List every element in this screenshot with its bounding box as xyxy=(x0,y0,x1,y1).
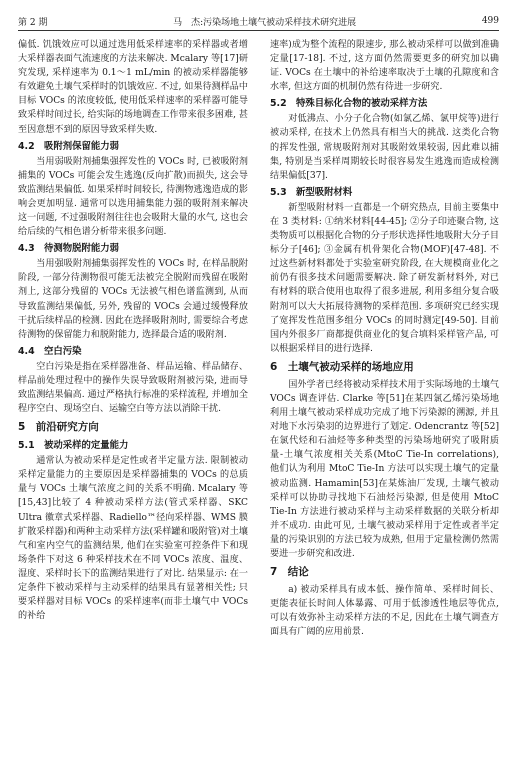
section-5-3-text: 新型吸附材料一直都是一个研究热点, 目前主要集中在 3 类材料: ①纳米材料[44-45]; ②分子印迹聚合物, 这类物质可以根据化合物的分子形状选择性地吸附大分子目标分子[46]; ③金属有机骨架化合物(MOF)[47-48]. 不过这些新材料都处于实验室研究阶段, 在大规模商业化之前仍有很多技术问题需要解决. 除了研发新材料外, 对已有材料的联合使用也取得了很多进展, 利用多组分复合吸附剂可以大大拓展待测物的采样范围. 多项研究已经实现了宽挥发性范围多组分 VOCs 的同时测定[49-50]. 目前国内外很多厂商都提供商业化的复合填料采样管产品, 可以根据采样目的进行选择. xyxy=(270,202,499,354)
running-header xyxy=(18,14,499,28)
section-5-2-heading: 5.2 特殊目标化合物的被动采样方法 xyxy=(270,98,428,110)
section-5-2-text: 对低沸点、小分子化合物(如氯乙烯、氯甲烷等)进行被动采样, 在技术上仍然具有相当大的挑战. 这类化合物的挥发性强, 常规吸附剂对其吸附效果较弱, 因此难以捕集, 特别是当采样周期较长时很容易发生逃逸而造成检测结果偏低[37]. xyxy=(270,114,499,181)
page-number: 499 xyxy=(481,16,499,26)
section-4-2-heading: 4.2 吸附剂保留能力弱 xyxy=(18,140,119,152)
section-7-text: a) 被动采样具有成本低、操作简单、采样时间长、更能表征长时间人体暴露、可用于低渗透性地层等优点, 可以有效弥补主动采样方法的不足, 因此在土壤气调查方面具有广阔的应用前景. xyxy=(270,585,499,638)
section-4-4-heading: 4.4 空白污染 xyxy=(18,345,82,357)
paragraph-continued: 速率)成为整个流程的限速步, 那么被动采样可以做到准确定量[17-18]. 不过, 这方面仍然需要更多的研究加以确证. VOCs 在土壤中的补给速率取决于土壤的孔隙度和含水率, 但这方面的机制仍然有待进一步研究. xyxy=(270,40,499,93)
section-5-heading: 5 前沿研究方向 xyxy=(18,421,99,434)
section-4-3-text: 当用强吸附剂捕集弱挥发性的 VOCs 时, 在样品脱附阶段, 一部分待测物很可能无法被完全脱附而残留在吸附剂上, 这部分残留的 VOCs 无法被气相色谱监测到, 从而导致监测结果偏低, 另外, 残留的 VOCs 会通过缓慢释放干扰后续样品的检测. 因此在选择吸附剂时, 需要综合考虑待测物的保留能力和脱附能力, 选择最合适的吸附剂. xyxy=(18,259,248,340)
header-rule xyxy=(18,30,499,31)
section-4-3-heading: 4.3 待测物脱附能力弱 xyxy=(18,243,119,255)
section-5-1-heading: 5.1 被动采样的定量能力 xyxy=(18,440,129,452)
section-7-heading: 7 结论 xyxy=(270,566,309,579)
right-column xyxy=(270,38,499,639)
paragraph-continued: 偏低. 饥饿效应可以通过选用低采样速率的采样器或者增大采样器表面气流速度的方法来解决. Mcalary 等[17]研究发现, 采样速率为 0.1～1 mL/min 的被动采样器能够有效避免土壤气采样时的饥饿效应. 不过, 如果待测样品中目标 VOCs 的浓度较低, 使用低采样速率的采样器可能导致采样时间过长, 给实际的场地调查工作带来很多困难, 甚至因意想不到的原因导致采样失败. xyxy=(18,40,248,135)
left-column xyxy=(18,38,248,623)
section-6-heading: 6 土壤气被动采样的场地应用 xyxy=(270,360,414,373)
section-5-3-heading: 5.3 新型吸附材料 xyxy=(270,186,353,198)
section-4-2-text: 当用弱吸附剂捕集强挥发性的 VOCs 时, 已被吸附剂捕集的 VOCs 可能会发生逃逸(反向扩散)而损失, 这会导致监测结果偏低. 如果采样时间较长, 待测物逃逸造成的影响会更加明显. 通常可以选用捕集能力强的吸附剂来解决这一问题, 不过强吸附剂往往也会吸附大量的水气, 这也会给后续的气相色谱分析带来很多问题. xyxy=(18,156,248,238)
section-6-text: 国外学者已经将被动采样技术用于实际场地的土壤气 VOCs 调查评估. Clarke 等[51]在某四氯乙烯污染场地利用土壤气被动采样成功完成了地下污染源的溯源, 并且对地下水污染羽的边界进行了划定. Odencrantz 等[52]在氯代烃和石油烃等多种类型的污染场地研究了吸附质量-土壤气浓度相关关系(MtoC Tie-In correlations), 他们认为利用 MtoC Tie-In 方法可以实现土壤气的定量被动监测. Hamamin[53]在某炼油厂发现, 土壤气被动采样可以协助寻找地下石油烃污染源, 但是使用 MtoC Tie-In 方法进行被动采样与主动采样数据的关联分析却并不成功. 由此可见, 土壤气被动采样用于定性或者半定量的污染识别的方法已较为成熟, 但用于定量检测仍然需要进一步研究和改进. xyxy=(270,379,499,559)
section-5-1-text: 通常认为被动采样是定性或者半定量方法. 限制被动采样定量能力的主要原因是采样器捕集的 VOCs 的总质量与 VOCs 土壤气浓度之间的关系不明确. Mcalary 等[15,43]比较了 4 种被动采样方法(管式采样器、SKC Ultra 徽章式采样器、Radiello™径向采样器、WMS 膜扩散采样器)和两种主动采样方法(采样罐和吸附管)对土壤气和室内空气的监测结果, 他们在实验室可控条件下和现场条件下对这 6 种采样技术在不同 VOCs 浓度、温度、湿度、采样时长下的监测结果进行了对比. 结果显示: 在一定条件下被动采样与主动采样的结果具有显著相关性; 只要采样器对目标 VOCs 的采样速率(而非土壤气中 VOCs 的补给 xyxy=(18,456,248,622)
running-title: 马 杰:污染场地土壤气被动采样技术研究进展 xyxy=(173,17,357,28)
issue-number: 第 2 期 xyxy=(18,17,48,28)
section-4-4-text: 空白污染是指在采样器准备、样品运输、样品储存、样品前处理过程中的操作失误导致吸附剂被污染, 进而导致监测结果偏高. 通过严格执行标准的采样流程, 并增加全程序空白、现场空白、运输空白等方法以消除干扰. xyxy=(18,361,248,415)
